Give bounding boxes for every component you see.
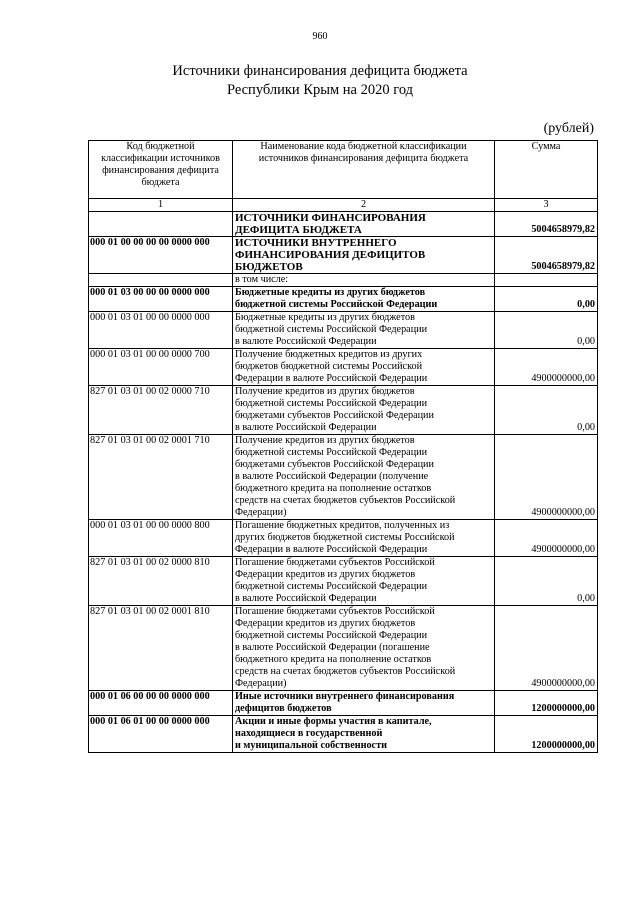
row-name-line: в валюте Российской Федерации [235,336,377,347]
row-code: 827 01 03 01 00 02 0001 710 [89,435,233,520]
row-name-line: БЮДЖЕТОВ [235,261,303,273]
currency-unit: (рублей) [543,121,594,136]
row-name-line: ИСТОЧНИКИ ФИНАНСИРОВАНИЯ [235,212,426,224]
row-name-line: Получение кредитов из других бюджетов [235,435,415,446]
row-sum: 5004658979,82 [495,237,598,274]
financing-sources-table [88,140,598,753]
table-row [89,349,598,386]
table-row [89,557,598,606]
row-name [233,435,495,520]
table-row [89,520,598,557]
row-name-line: Получение бюджетных кредитов из других [235,349,423,360]
row-name-line: бюджетной системы Российской Федерации [235,630,428,641]
column-number: 2 [233,199,495,212]
row-name-line: в валюте Российской Федерации (погашение [235,642,430,653]
row-sum: 4900000000,00 [495,606,598,691]
row-code: 827 01 03 01 00 02 0001 810 [89,606,233,691]
row-sum: 0,00 [495,287,598,312]
table-row [89,312,598,349]
row-name-line: находящиеся в государственной [235,728,383,739]
row-name-line: бюджетной системы Российской Федерации [235,447,428,458]
row-name [233,606,495,691]
table-row [89,386,598,435]
row-name-line: бюджетной системы Российской Федерации [235,324,428,335]
row-name-line: дефицитов бюджетов [235,703,332,714]
row-code: 827 01 03 01 00 02 0000 710 [89,386,233,435]
table-row [89,274,598,287]
table-row [89,287,598,312]
row-code: 000 01 03 01 00 00 0000 800 [89,520,233,557]
row-name-line: ИСТОЧНИКИ ВНУТРЕННЕГО [235,237,397,249]
column-number-row [89,199,598,212]
row-name [233,212,495,237]
row-sum: 0,00 [495,386,598,435]
row-sum: 1200000000,00 [495,691,598,716]
table-body [89,141,598,753]
row-name [233,716,495,753]
row-name-line: Федерации в валюте Российской Федерации [235,544,428,555]
row-name-line: и муниципальной собственности [235,740,387,751]
row-name-line: бюджетов бюджетной системы Российской [235,361,423,372]
row-name [233,237,495,274]
page-number: 960 [312,31,328,42]
header-line: финансирования дефицита [102,165,219,176]
row-name-line: бюджетной системы Российской Федерации [235,398,428,409]
row-name-line: бюджетной системы Российской Федерации [235,581,428,592]
row-name-line: Федерации) [235,507,287,518]
header-line: классификации источников [101,153,220,164]
row-name-line: Иные источники внутреннего финансирования [235,691,455,702]
table-row [89,237,598,274]
row-name-line: других бюджетов бюджетной системы Российской [235,532,455,543]
row-name-line: Бюджетные кредиты из других бюджетов [235,287,426,298]
row-name-line: в том числе: [235,274,289,285]
row-name-line: бюджетами субъектов Российской Федерации [235,459,434,470]
header-line: Наименование кода бюджетной классификации [260,141,467,152]
row-sum: 0,00 [495,557,598,606]
row-name-line: Федерации в валюте Российской Федерации [235,373,428,384]
row-name-line: в валюте Российской Федерации (получение [235,471,429,482]
row-name-line: Погашение бюджетных кредитов, полученных из [235,520,450,531]
row-name-line: Федерации кредитов из других бюджетов [235,618,416,629]
row-name [233,557,495,606]
header-line: бюджета [141,177,180,188]
title-line: Республики Крым на 2020 год [226,82,414,98]
row-code: 000 01 00 00 00 00 0000 000 [89,237,233,274]
row-sum [495,274,598,287]
column-number: 1 [89,199,233,212]
row-name-line: средств на счетах бюджетов субъектов Российской [235,666,456,677]
row-name-line: ДЕФИЦИТА БЮДЖЕТА [235,224,362,236]
row-name-line: бюджетной системы Российской Федерации [235,299,438,310]
row-name-line: бюджетного кредита на пополнение остатков [235,483,432,494]
row-name-line: Получение кредитов из других бюджетов [235,386,415,397]
row-code [89,212,233,237]
column-number: 3 [495,199,598,212]
header-line: источников финансирования дефицита бюджета [258,153,469,164]
row-name-line: Федерации) [235,678,287,689]
table-row [89,716,598,753]
row-code: 000 01 06 01 00 00 0000 000 [89,716,233,753]
header-sum: Сумма [495,141,598,199]
title-line: Источники финансирования дефицита бюджета [172,63,468,79]
table-header-row [89,141,598,199]
table-row [89,691,598,716]
header-code [89,141,233,199]
row-name [233,287,495,312]
row-sum: 4900000000,00 [495,435,598,520]
row-sum: 0,00 [495,312,598,349]
row-name [233,691,495,716]
row-name-line: средств на счетах бюджетов субъектов Российской [235,495,456,506]
row-name-line: бюджетами субъектов Российской Федерации [235,410,434,421]
row-name [233,312,495,349]
row-sum: 5004658979,82 [495,212,598,237]
row-name-line: в валюте Российской Федерации [235,422,377,433]
row-name [233,349,495,386]
table-row [89,212,598,237]
row-name [233,386,495,435]
row-code: 827 01 03 01 00 02 0000 810 [89,557,233,606]
row-name-line: Погашение бюджетами субъектов Российской [235,557,435,568]
row-name [233,520,495,557]
table-row [89,435,598,520]
row-name-line: бюджетного кредита на пополнение остатков [235,654,432,665]
row-code [89,274,233,287]
row-code: 000 01 03 01 00 00 0000 000 [89,312,233,349]
row-name-line: Акции и иные формы участия в капитале, [235,716,432,727]
header-name [233,141,495,199]
row-sum: 1200000000,00 [495,716,598,753]
table-row [89,606,598,691]
row-code: 000 01 03 01 00 00 0000 700 [89,349,233,386]
row-name-line: Бюджетные кредиты из других бюджетов [235,312,415,323]
document-title [0,62,640,100]
row-sum: 4900000000,00 [495,349,598,386]
row-name-line: в валюте Российской Федерации [235,593,377,604]
header-line: Код бюджетной [126,141,195,152]
row-sum: 4900000000,00 [495,520,598,557]
row-name-line: ФИНАНСИРОВАНИЯ ДЕФИЦИТОВ [235,249,426,261]
row-name-line: Федерации кредитов из других бюджетов [235,569,416,580]
row-code: 000 01 06 00 00 00 0000 000 [89,691,233,716]
row-name [233,274,495,287]
row-code: 000 01 03 00 00 00 0000 000 [89,287,233,312]
row-name-line: Погашение бюджетами субъектов Российской [235,606,435,617]
